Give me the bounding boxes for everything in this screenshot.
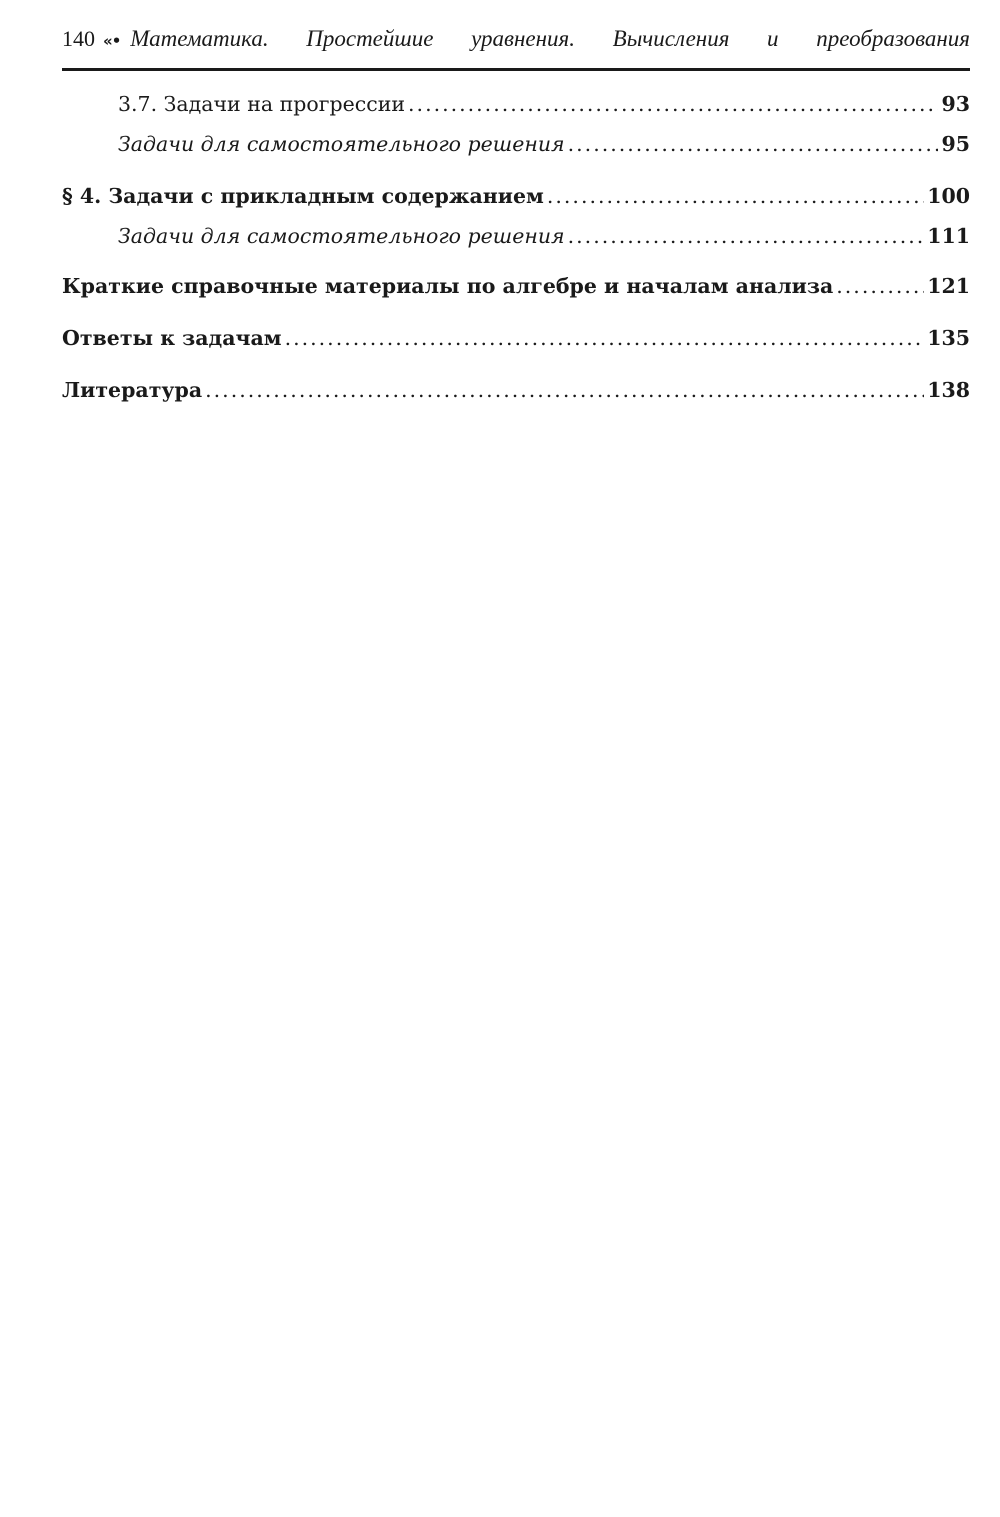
toc-entry-page: 93 — [941, 92, 970, 116]
dot-leader — [408, 92, 938, 116]
toc-entry-page: 121 — [927, 274, 970, 298]
toc-entry-title: Краткие справочные материалы по алгебре и началам анализа — [62, 274, 834, 298]
dot-leader — [205, 378, 924, 402]
toc-entry-exercises-4[interactable] — [118, 224, 970, 248]
toc-entry-title: Литература — [62, 378, 203, 402]
toc-entry-reference-materials[interactable] — [62, 274, 970, 298]
dot-leader — [836, 274, 924, 298]
toc-entry-title: Ответы к задачам — [62, 326, 282, 350]
dot-leader — [568, 132, 939, 156]
running-header — [62, 26, 970, 62]
toc-entry-exercises-3[interactable] — [118, 132, 970, 156]
dot-leader — [547, 184, 924, 208]
toc-entry-title: Задачи для самостоятельного решения — [118, 132, 565, 156]
toc-entry-page: 95 — [941, 132, 970, 156]
toc-entry-page: 138 — [927, 378, 970, 402]
toc-entry-section-4[interactable] — [62, 184, 970, 208]
toc-entry-page: 111 — [927, 224, 970, 248]
running-title: Математика. Простейшие уравнения. Вычисления и преобразования — [130, 26, 970, 51]
toc-entry-title: § 4. Задачи с прикладным содержанием — [62, 184, 544, 208]
toc-entry-title: 3.7. Задачи на прогрессии — [118, 92, 406, 116]
page-number: 140 — [62, 26, 95, 51]
toc-entry-title: Задачи для самостоятельного решения — [118, 224, 565, 248]
toc-entry-page: 135 — [927, 326, 970, 350]
header-ornament: «• — [103, 32, 121, 50]
toc-entry-page: 100 — [927, 184, 970, 208]
toc-entry-literature[interactable] — [62, 378, 970, 402]
toc-entry-section-3-7[interactable] — [118, 92, 970, 116]
header-rule — [62, 68, 970, 71]
dot-leader — [568, 224, 925, 248]
dot-leader — [285, 326, 925, 350]
toc-entry-answers[interactable] — [62, 326, 970, 350]
